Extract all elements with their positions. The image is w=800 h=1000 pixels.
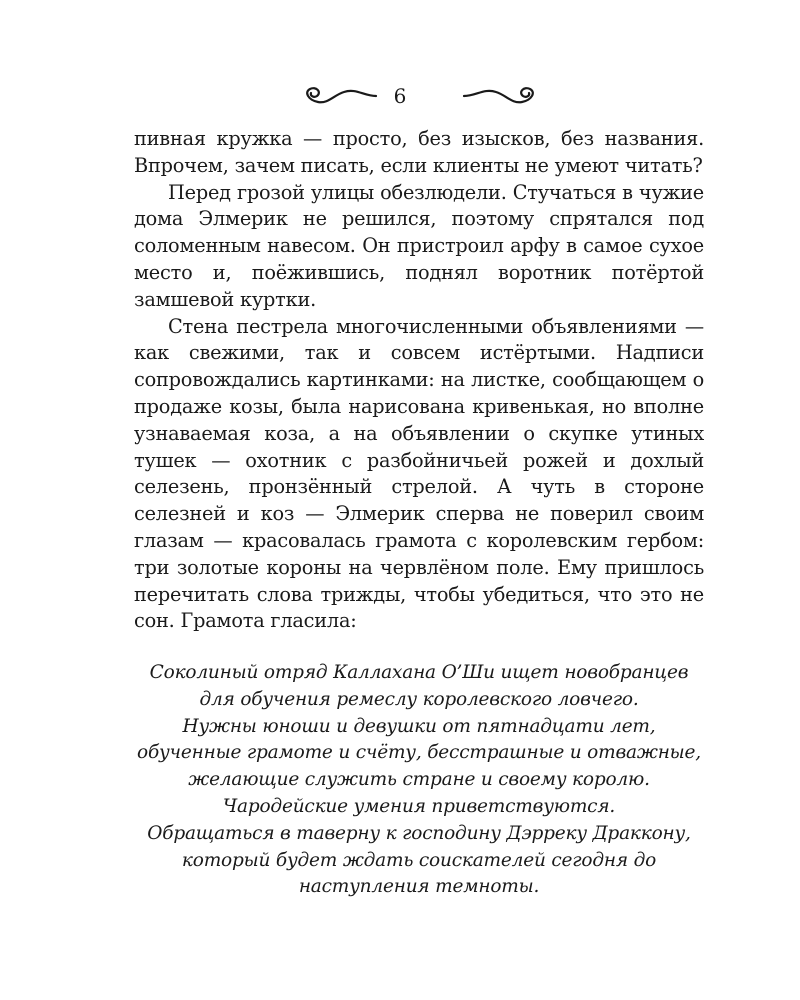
notice-line: Нужны юноши и девушки от пятнадцати лет, обученные грамоте и счёту, бесстрашные и отважные, желающие служить стране и своему королю. [137, 715, 701, 791]
paragraph: пивная кружка — просто, без изысков, без названия. Впрочем, зачем писать, если клиенты не умеют читать? [134, 127, 704, 177]
scroll-flourish-right-icon [462, 84, 542, 108]
paragraph: Стена пестрела многочисленными объявлениями — как свежими, так и совсем истёртыми. Надписи сопровождались картинками: на листке, сообщающем о продаже козы, была нарисована кривенькая, но вполне узнаваемая коза, а на объявлении о скупке утиных тушек — охотник с разбойничьей рожей и дохлый селезень, пронзённый стрелой. А чуть в стороне селезней и коз — Элмерик сперва не поверил своим глазам — красовалась грамота с королевским гербом: три золотые короны на червлёном поле. Ему пришлось перечитать слова трижды, чтобы убедиться, что это не сон. Грамота гласила: [134, 314, 704, 633]
notice-line: Соколиный отряд Каллахана О’Ши ищет новобранцев для обучения ремеслу королевского ловчего. [149, 662, 689, 710]
notice-line: Обращаться в таверну к господину Дэрреку Драккону, который будет ждать соискателей сегодня до наступления темноты. [147, 822, 691, 898]
body-text [134, 126, 704, 635]
royal-notice [134, 660, 704, 901]
notice-line: Чародейские умения приветствуются. [222, 795, 616, 817]
scroll-flourish-left-icon [298, 84, 378, 108]
paragraph: Перед грозой улицы обезлюдели. Стучаться в чужие дома Элмерик не решился, поэтому спрятался под соломенным навесом. Он пристроил арфу в самое сухое место и, поёжившись, поднял воротник потёртой замшевой куртки. [134, 180, 704, 311]
page-header [0, 78, 800, 114]
page-number: 6 [393, 84, 407, 108]
